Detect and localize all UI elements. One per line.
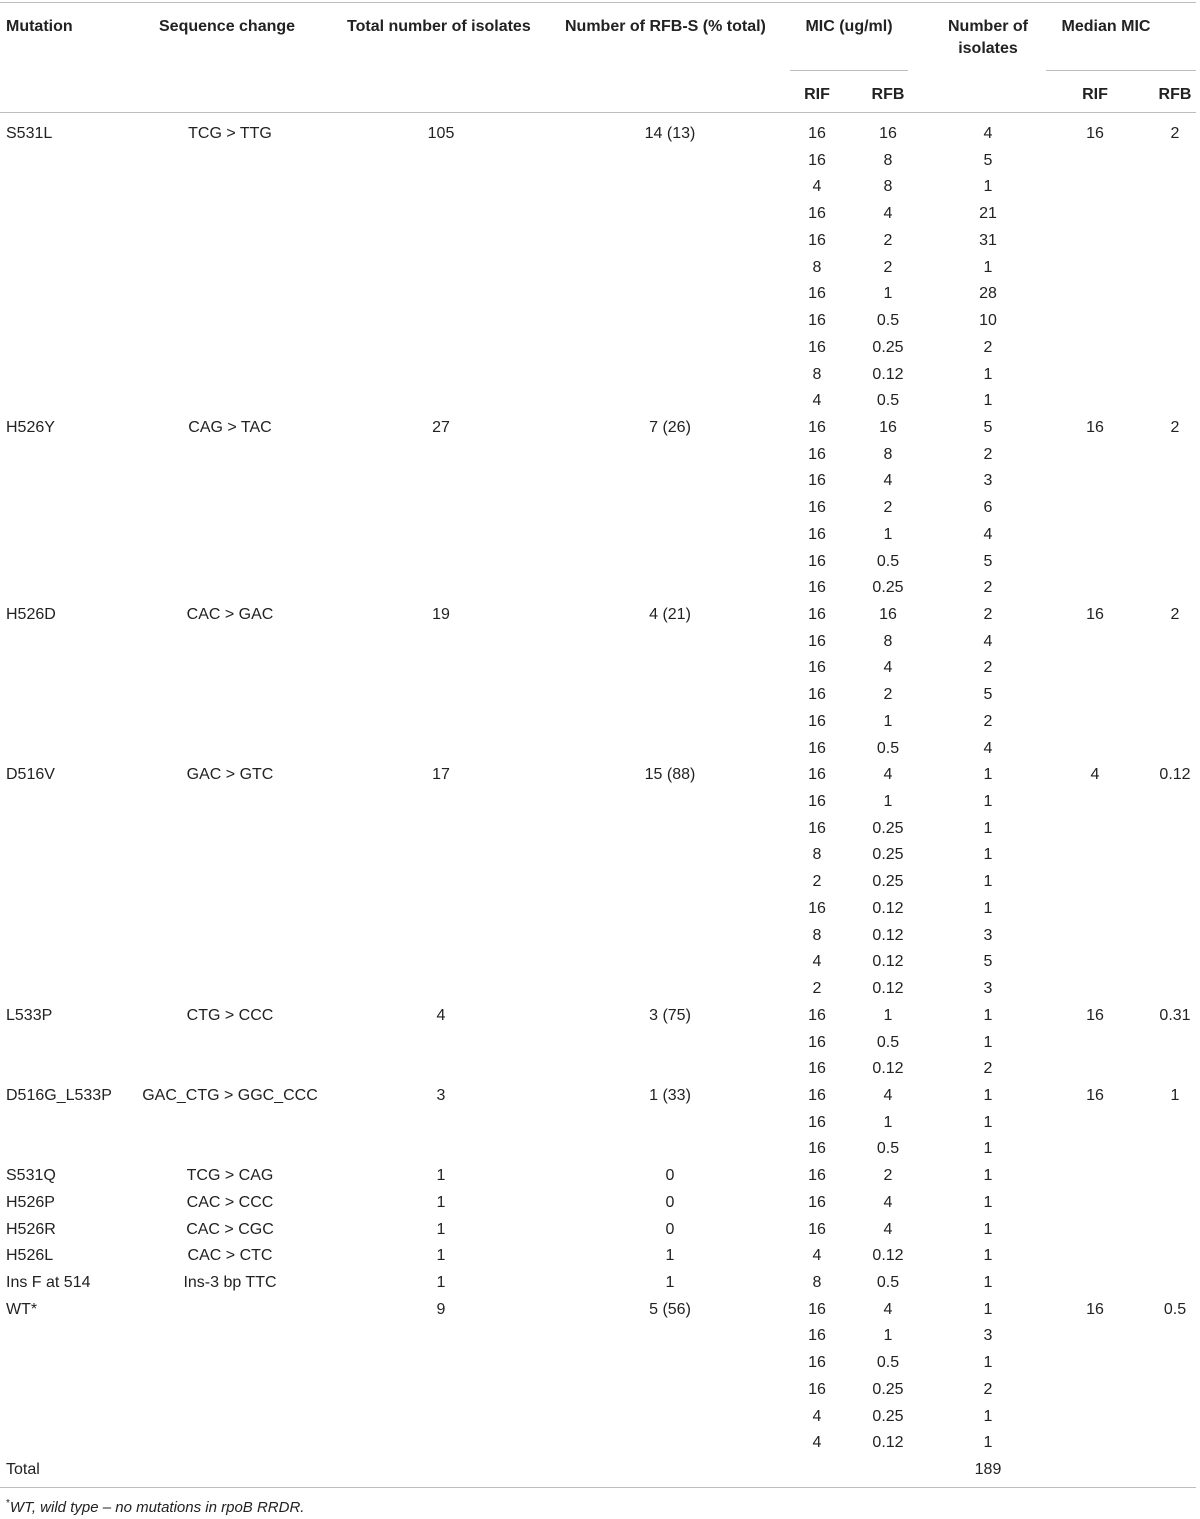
cell-n: 2 [983, 445, 993, 463]
cell-rif: 16 [808, 1193, 826, 1211]
cell-rfb: 2 [883, 499, 893, 517]
header-rfb-s: Number of RFB-S (% total) [565, 18, 766, 35]
cell-rfb: 0.25 [872, 873, 904, 891]
cell-rfb: 0.5 [876, 552, 900, 570]
cell-rfb: 0.5 [876, 312, 900, 329]
cell-rfb: 1 [883, 525, 893, 543]
cell-mutation: H526D [6, 606, 56, 623]
cell-n: 1 [983, 258, 993, 276]
cell-rif: 16 [808, 712, 826, 730]
cell-mutation: H526Y [6, 418, 55, 436]
cell-rif: 16 [808, 472, 826, 490]
cell-rif: 16 [808, 659, 826, 677]
cell-rfbs: 0 [665, 1167, 675, 1185]
cell-rif: 16 [808, 1327, 826, 1345]
cell-n: 1 [983, 793, 993, 810]
cell-rif: 16 [808, 1140, 826, 1158]
cell-rif: 16 [808, 205, 826, 223]
cell-n: 1 [983, 1086, 993, 1104]
cell-mutation: L533P [6, 1006, 53, 1024]
cell-n: 1 [983, 1220, 993, 1238]
cell-rif: 16 [808, 445, 826, 463]
cell-med-rfb: 0.12 [1159, 766, 1191, 784]
cell-n: 189 [974, 1461, 1002, 1478]
cell-rfb: 2 [883, 686, 893, 704]
cell-n: 1 [983, 1113, 993, 1131]
cell-n: 1 [983, 1354, 993, 1372]
cell-n: 1 [983, 1033, 993, 1051]
cell-n: 1 [983, 1274, 993, 1291]
cell-rif: 4 [812, 392, 822, 410]
cell-rfb: 0.25 [872, 338, 904, 356]
cell-n: 10 [979, 312, 997, 329]
cell-n: 1 [983, 1006, 993, 1024]
cell-mutation: S531L [6, 125, 53, 142]
cell-seq: CAC > CCC [186, 1193, 274, 1211]
cell-total: 9 [436, 1300, 446, 1318]
cell-total: 1 [436, 1193, 446, 1211]
cell-n: 1 [983, 846, 993, 864]
cell-n: 1 [983, 392, 993, 410]
cell-n: 1 [983, 1140, 993, 1158]
cell-rif: 16 [808, 899, 826, 917]
cell-rfb: 0.25 [872, 819, 904, 837]
cell-rfb: 2 [883, 1167, 893, 1185]
cell-total: 3 [436, 1086, 446, 1104]
cell-rfb: 4 [883, 1220, 893, 1238]
top-rule [0, 2, 1196, 3]
cell-rfb: 1 [883, 793, 893, 810]
cell-rfbs: 0 [665, 1193, 675, 1211]
cell-n: 3 [983, 472, 993, 490]
cell-n: 31 [979, 231, 997, 249]
cell-rfb: 16 [879, 606, 897, 623]
header-median-rfb: RFB [1158, 86, 1192, 103]
cell-rif: 8 [812, 258, 822, 276]
cell-med-rif: 16 [1086, 606, 1104, 623]
cell-rfb: 0.5 [876, 1354, 900, 1372]
cell-seq: CAG > TAC [188, 418, 272, 436]
cell-seq: Ins-3 bp TTC [183, 1274, 277, 1291]
cell-total: 1 [436, 1167, 446, 1185]
cell-rfbs: 1 [665, 1247, 675, 1265]
cell-seq: CAC > CGC [186, 1220, 274, 1238]
cell-total: 1 [436, 1274, 446, 1291]
cell-rif: 16 [808, 1086, 826, 1104]
cell-rfb: 4 [883, 659, 893, 677]
cell-total: 4 [436, 1006, 446, 1024]
cell-rif: 16 [808, 1354, 826, 1372]
cell-rif: 16 [808, 1220, 826, 1238]
header-total-isolates: Total number of isolates [347, 18, 531, 35]
cell-n: 3 [983, 980, 993, 997]
cell-rif: 16 [808, 819, 826, 837]
cell-mutation: H526R [6, 1220, 56, 1238]
header-number-of-isolates: Number of isolates [948, 18, 1028, 57]
cell-rif: 16 [808, 151, 826, 169]
header-bottom-rule [0, 112, 1196, 113]
cell-n: 1 [983, 178, 993, 196]
cell-rfbs: 3 (75) [649, 1006, 691, 1024]
cell-rfb: 1 [883, 1006, 893, 1024]
cell-n: 1 [983, 873, 993, 891]
cell-rfb: 0.12 [872, 365, 904, 383]
cell-rfb: 4 [883, 1300, 893, 1318]
cell-rfbs: 15 (88) [644, 766, 696, 784]
cell-rif: 16 [808, 686, 826, 704]
cell-n: 2 [983, 606, 993, 623]
cell-med-rfb: 2 [1170, 125, 1180, 142]
cell-rfb: 4 [883, 1193, 893, 1211]
cell-rfb: 1 [883, 1327, 893, 1345]
header-mic-rif: RIF [804, 86, 830, 103]
cell-rfb: 0.25 [872, 579, 904, 597]
cell-n: 2 [983, 1380, 993, 1398]
mic-subheader-rule [790, 70, 908, 71]
cell-total: 27 [432, 418, 450, 436]
cell-seq: TCG > CAG [186, 1167, 274, 1185]
header-mic: MIC (ug/ml) [805, 18, 893, 35]
cell-rfbs: 5 (56) [649, 1300, 691, 1318]
cell-n: 3 [983, 1327, 993, 1345]
cell-rif: 16 [808, 125, 826, 142]
cell-n: 4 [983, 525, 993, 543]
cell-rfb: 0.12 [872, 1434, 904, 1452]
cell-rif: 16 [808, 1113, 826, 1131]
cell-med-rif: 16 [1086, 1086, 1104, 1104]
cell-rif: 4 [812, 953, 822, 971]
cell-rif: 2 [812, 980, 822, 997]
cell-rfb: 8 [883, 151, 893, 169]
cell-seq: CAC > GAC [186, 606, 274, 623]
cell-rfb: 0.12 [872, 926, 904, 944]
cell-n: 5 [983, 418, 993, 436]
cell-n: 1 [983, 1247, 993, 1265]
cell-rfb: 0.5 [876, 1033, 900, 1051]
cell-n: 1 [983, 1167, 993, 1185]
cell-rif: 2 [812, 873, 822, 891]
cell-rfb: 2 [883, 258, 893, 276]
median-subheader-rule [1046, 70, 1196, 71]
cell-rif: 8 [812, 1274, 822, 1291]
cell-rfb: 0.5 [876, 739, 900, 757]
cell-med-rfb: 2 [1170, 606, 1180, 623]
cell-rfb: 0.12 [872, 980, 904, 997]
cell-rif: 16 [808, 285, 826, 303]
footnote [6, 1494, 304, 1518]
cell-rfb: 4 [883, 205, 893, 223]
cell-n: 5 [983, 151, 993, 169]
cell-n: 4 [983, 739, 993, 757]
cell-seq: GAC_CTG > GGC_CCC [142, 1086, 318, 1104]
cell-n: 1 [983, 365, 993, 383]
bottom-rule [0, 1487, 1196, 1488]
cell-rif: 16 [808, 739, 826, 757]
cell-rif: 4 [812, 178, 822, 196]
cell-rif: 8 [812, 846, 822, 864]
cell-rif: 16 [808, 793, 826, 810]
cell-med-rif: 16 [1086, 418, 1104, 436]
cell-med-rfb: 0.5 [1163, 1300, 1187, 1318]
cell-rfbs: 1 (33) [649, 1086, 691, 1104]
cell-rfbs: 0 [665, 1220, 675, 1238]
cell-rif: 16 [808, 338, 826, 356]
cell-rfb: 16 [879, 125, 897, 142]
cell-rfb: 8 [883, 178, 893, 196]
header-median-rif: RIF [1082, 86, 1108, 103]
cell-n: 5 [983, 686, 993, 704]
cell-mutation: H526P [6, 1193, 55, 1211]
cell-rfb: 0.12 [872, 953, 904, 971]
cell-seq: CTG > CCC [186, 1006, 274, 1024]
cell-n: 5 [983, 953, 993, 971]
cell-rfb: 0.12 [872, 899, 904, 917]
cell-rif: 16 [808, 606, 826, 623]
cell-rfb: 4 [883, 1086, 893, 1104]
header-sequence-change: Sequence change [159, 18, 296, 35]
cell-rfb: 1 [883, 712, 893, 730]
cell-rif: 8 [812, 365, 822, 383]
cell-seq: CAC > CTC [187, 1247, 273, 1265]
cell-med-rif: 16 [1086, 125, 1104, 142]
cell-mutation: D516V [6, 766, 55, 784]
cell-mutation: Ins F at 514 [6, 1274, 91, 1291]
cell-med-rif: 4 [1090, 766, 1100, 784]
cell-total: 1 [436, 1247, 446, 1265]
cell-n: 2 [983, 338, 993, 356]
cell-rif: 16 [808, 525, 826, 543]
cell-rif: 16 [808, 1380, 826, 1398]
cell-n: 1 [983, 1407, 993, 1425]
cell-n: 2 [983, 1060, 993, 1078]
cell-rfbs: 4 (21) [649, 606, 691, 623]
cell-mutation: Total [6, 1461, 40, 1478]
cell-rif: 16 [808, 1033, 826, 1051]
cell-n: 6 [983, 499, 993, 517]
cell-seq: GAC > GTC [186, 766, 274, 784]
cell-rfbs: 7 (26) [649, 418, 691, 436]
cell-rif: 16 [808, 632, 826, 650]
cell-seq: TCG > TTG [188, 125, 272, 142]
cell-rfb: 4 [883, 766, 893, 784]
cell-n: 1 [983, 1434, 993, 1452]
cell-rif: 16 [808, 1060, 826, 1078]
cell-rif: 16 [808, 418, 826, 436]
cell-rif: 16 [808, 231, 826, 249]
cell-med-rif: 16 [1086, 1300, 1104, 1318]
cell-med-rif: 16 [1086, 1006, 1104, 1024]
cell-med-rfb: 2 [1170, 418, 1180, 436]
cell-rfb: 0.25 [872, 1407, 904, 1425]
cell-rfb: 4 [883, 472, 893, 490]
cell-rfb: 0.5 [876, 1140, 900, 1158]
cell-n: 1 [983, 819, 993, 837]
cell-rif: 16 [808, 1300, 826, 1318]
cell-rif: 16 [808, 766, 826, 784]
footnote-mark: * [6, 1498, 10, 1509]
cell-rif: 16 [808, 579, 826, 597]
cell-total: 17 [432, 766, 450, 784]
cell-total: 19 [432, 606, 450, 623]
cell-n: 28 [979, 285, 997, 303]
cell-rif: 4 [812, 1434, 822, 1452]
cell-rfb: 0.25 [872, 846, 904, 864]
cell-rfbs: 14 (13) [644, 125, 696, 142]
cell-n: 5 [983, 552, 993, 570]
cell-rfb: 8 [883, 632, 893, 650]
cell-rfb: 0.12 [872, 1247, 904, 1265]
cell-rfb: 0.5 [876, 1274, 900, 1291]
cell-rfb: 16 [879, 418, 897, 436]
cell-n: 2 [983, 579, 993, 597]
cell-n: 4 [983, 632, 993, 650]
cell-n: 3 [983, 926, 993, 944]
cell-n: 4 [983, 125, 993, 142]
header-mic-rfb: RFB [871, 86, 905, 103]
cell-rif: 16 [808, 1167, 826, 1185]
cell-rfb: 0.12 [872, 1060, 904, 1078]
cell-rif: 16 [808, 552, 826, 570]
header-median-mic: Median MIC [1061, 18, 1151, 35]
cell-rfbs: 1 [665, 1274, 675, 1291]
cell-mutation: D516G_L533P [6, 1086, 112, 1104]
cell-med-rfb: 0.31 [1159, 1006, 1191, 1024]
cell-n: 2 [983, 659, 993, 677]
cell-n: 1 [983, 1193, 993, 1211]
cell-rfb: 0.25 [872, 1380, 904, 1398]
cell-mutation: H526L [6, 1247, 54, 1265]
cell-n: 1 [983, 899, 993, 917]
cell-rfb: 2 [883, 231, 893, 249]
cell-rif: 4 [812, 1407, 822, 1425]
cell-n: 2 [983, 712, 993, 730]
cell-rif: 16 [808, 499, 826, 517]
header-mutation: Mutation [6, 18, 73, 35]
cell-n: 1 [983, 1300, 993, 1318]
cell-n: 21 [979, 205, 997, 223]
cell-n: 1 [983, 766, 993, 784]
cell-rfb: 8 [883, 445, 893, 463]
footnote-text: WT, wild type – no mutations in rpoB RRDR. [9, 1499, 305, 1516]
cell-rfb: 1 [883, 1113, 893, 1131]
cell-total: 105 [427, 125, 455, 142]
cell-rif: 4 [812, 1247, 822, 1265]
cell-total: 1 [436, 1220, 446, 1238]
cell-rif: 16 [808, 312, 826, 329]
cell-mutation: WT* [6, 1300, 38, 1318]
cell-med-rfb: 1 [1170, 1086, 1180, 1104]
cell-rif: 8 [812, 926, 822, 944]
cell-rif: 16 [808, 1006, 826, 1024]
cell-rfb: 1 [883, 285, 893, 303]
cell-rfb: 0.5 [876, 392, 900, 410]
cell-mutation: S531Q [6, 1167, 56, 1185]
